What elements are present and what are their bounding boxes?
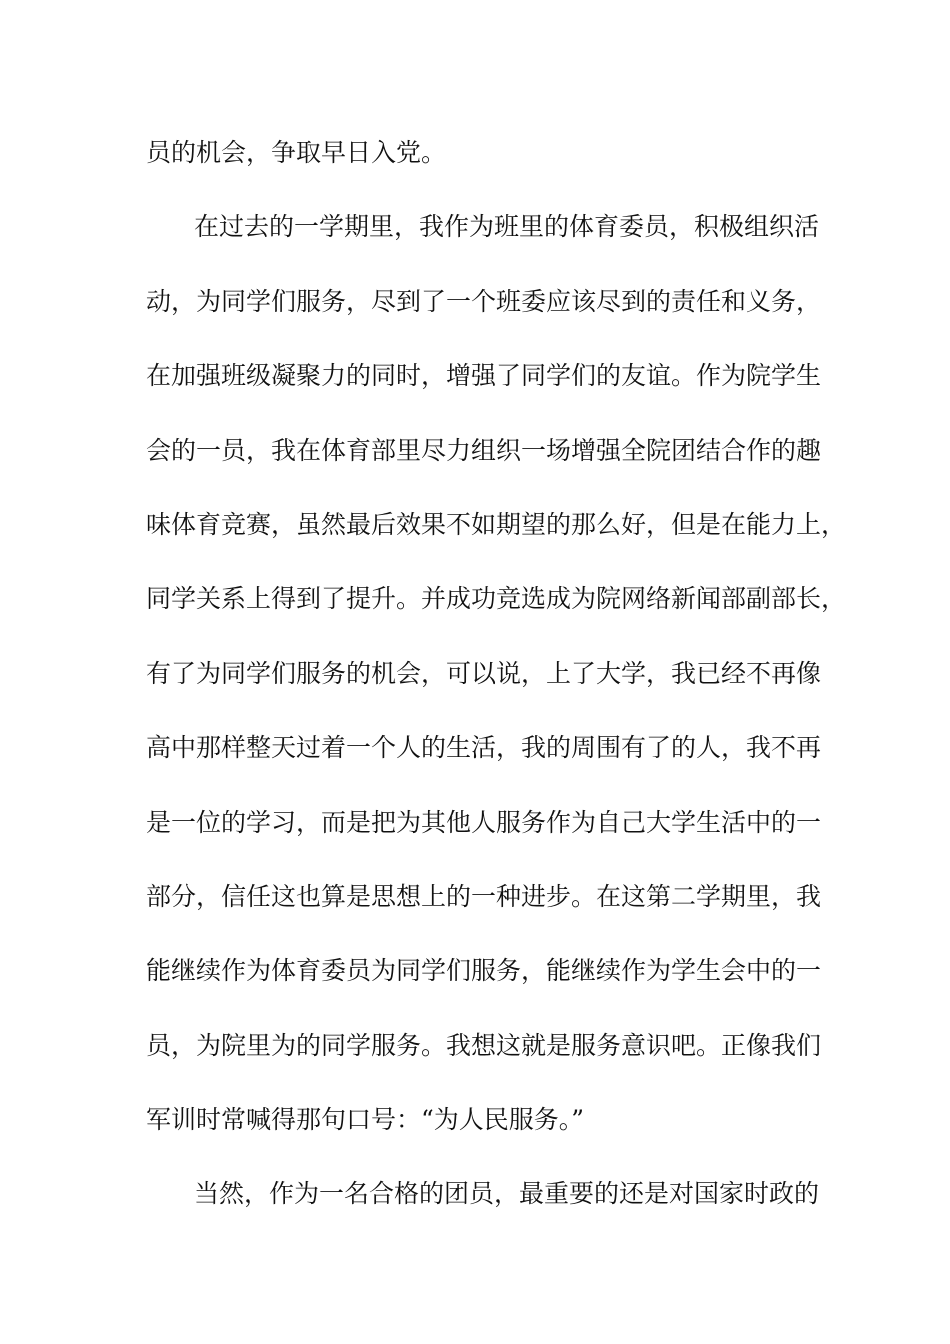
text-line: 会的一员，我在体育部里尽力组织一场增强全院团结合作的趣 (146, 435, 822, 465)
text-line: 动，为同学们服务，尽到了一个班委应该尽到的责任和义务， (146, 286, 822, 316)
text-line: 高中那样整天过着一个人的生活，我的周围有了的人，我不再 (146, 733, 822, 763)
text-line: 能继续作为体育委员为同学们服务，能继续作为学生会中的一 (146, 956, 822, 986)
text-line: 同学关系上得到了提升。并成功竞选成为院网络新闻部副部长， (146, 584, 847, 614)
text-line: 在加强班级凝聚力的同时，增强了同学们的友谊。作为院学生 (146, 361, 822, 391)
text-line: 员，为院里为的同学服务。我想这就是服务意识吧。正像我们 (146, 1030, 822, 1060)
text-line: 在过去的一学期里，我作为班里的体育委员，积极组织活 (194, 212, 820, 242)
text-line: 当然，作为一名合格的团员，最重要的还是对国家时政的 (194, 1179, 820, 1209)
text-line: 部分，信任这也算是思想上的一种进步。在这第二学期里，我 (146, 881, 822, 911)
body-text (146, 128, 847, 1244)
text-line: 军训时常喊得那句口号：“为人民服务。” (146, 1105, 585, 1135)
text-line: 是一位的学习，而是把为其他人服务作为自己大学生活中的一 (146, 807, 822, 837)
text-line: 员的机会，争取早日入党。 (146, 138, 447, 167)
text-line: 有了为同学们服务的机会，可以说，上了大学，我已经不再像 (146, 658, 822, 688)
text-line: 味体育竞赛，虽然最后效果不如期望的那么好，但是在能力上， (146, 509, 847, 539)
